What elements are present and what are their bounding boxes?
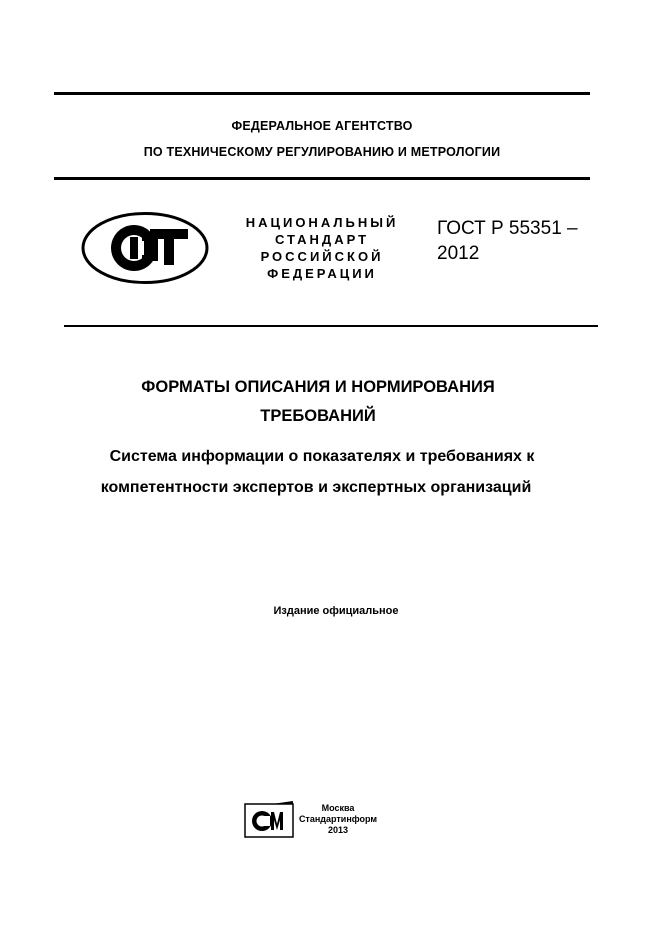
agency-name-line1: ФЕДЕРАЛЬНОЕ АГЕНТСТВО <box>231 119 413 133</box>
publication-year: 2013 <box>327 825 349 835</box>
middle-rule <box>54 177 590 180</box>
document-title-line1: ФОРМАТЫ ОПИСАНИЯ И НОРМИРОВАНИЯ <box>141 378 495 396</box>
document-subtitle-line1: Система информации о показателях и требованиях к <box>109 448 535 465</box>
standartinform-logo-icon <box>244 800 294 838</box>
standard-type-line2: СТАНДАРТ <box>274 232 370 247</box>
standard-type-line4: ФЕДЕРАЦИИ <box>267 266 377 281</box>
gost-number-line1: ГОСТ Р 55351 – <box>437 218 578 239</box>
gost-number-line2: 2012 <box>437 243 480 264</box>
edition-note: Издание официальное <box>273 605 399 617</box>
gost-rst-logo-icon <box>80 211 210 285</box>
bottom-rule <box>64 325 598 327</box>
standard-type-line3: РОССИЙСКОЙ <box>260 249 384 264</box>
standard-type-line1: НАЦИОНАЛЬНЫЙ <box>245 215 399 230</box>
document-title-line2: ТРЕБОВАНИЙ <box>260 407 376 425</box>
agency-name-line2: ПО ТЕХНИЧЕСКОМУ РЕГУЛИРОВАНИЮ И МЕТРОЛОГИИ <box>143 145 501 159</box>
gost-number <box>437 216 578 266</box>
publisher-city: Москва <box>321 803 355 813</box>
top-rule <box>54 92 590 95</box>
document-subtitle-line2: компетентности экспертов и экспертных организаций <box>100 479 532 496</box>
publisher-name: Стандартинформ <box>298 814 378 824</box>
